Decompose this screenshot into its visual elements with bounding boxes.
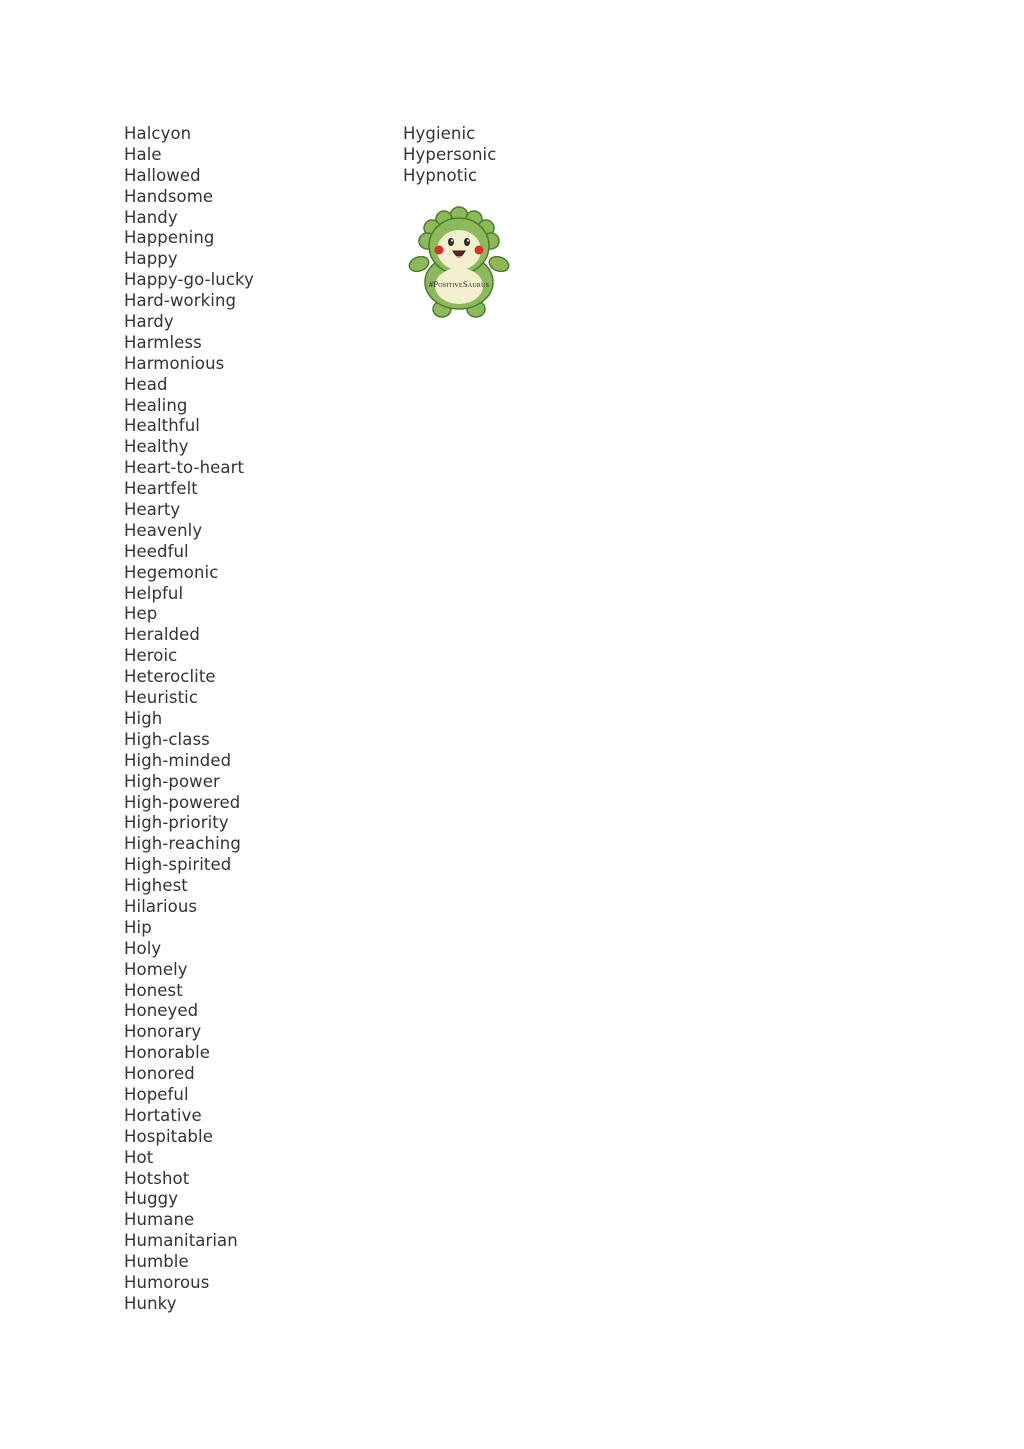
word-heart-to-heart: Heart-to-heart [124, 458, 245, 478]
word-honest: Honest [124, 980, 183, 1000]
word-humane: Humane [124, 1210, 195, 1230]
word-hardy: Hardy [124, 312, 174, 332]
word-high-class: High-class [124, 729, 210, 749]
word-heartfelt: Heartfelt [124, 479, 198, 499]
word-hilarious: Hilarious [124, 896, 198, 916]
word-honeyed: Honeyed [124, 1001, 199, 1021]
word-high: High [124, 708, 163, 728]
word-hegemonic: Hegemonic [124, 562, 219, 582]
word-humorous: Humorous [124, 1272, 210, 1292]
word-hypersonic: Hypersonic [403, 144, 497, 164]
word-hygienic: Hygienic [403, 124, 476, 143]
word-harmless: Harmless [124, 332, 202, 352]
word-healthy: Healthy [124, 437, 189, 457]
word-humble: Humble [124, 1252, 189, 1272]
word-hard-working: Hard-working [124, 291, 237, 311]
word-humanitarian: Humanitarian [124, 1231, 238, 1251]
word-happening: Happening [124, 228, 215, 248]
word-high-power: High-power [124, 771, 220, 791]
mascot-label: #PositiveSaurus [428, 279, 490, 289]
word-list-left-column [124, 124, 254, 1315]
word-hunky: Hunky [124, 1293, 177, 1313]
word-hep: Hep [124, 604, 158, 624]
word-homely: Homely [124, 959, 188, 979]
word-happy-go-lucky: Happy-go-lucky [124, 270, 254, 290]
word-healthful: Healthful [124, 416, 200, 436]
word-heedful: Heedful [124, 541, 189, 561]
word-happy: Happy [124, 249, 178, 269]
word-heavenly: Heavenly [124, 520, 203, 540]
word-hallowed: Hallowed [124, 165, 201, 185]
word-hearty: Hearty [124, 500, 181, 520]
positivesaurus-turtle-icon [408, 206, 510, 322]
word-high-spirited: High-spirited [124, 855, 232, 875]
word-hypnotic: Hypnotic [403, 165, 478, 185]
word-healing: Healing [124, 395, 188, 415]
word-honorary: Honorary [124, 1022, 202, 1042]
word-high-priority: High-priority [124, 813, 229, 833]
word-hip: Hip [124, 917, 152, 937]
word-huggy: Huggy [124, 1189, 179, 1209]
word-halcyon: Halcyon [124, 124, 192, 143]
word-high-minded: High-minded [124, 750, 232, 770]
word-helpful: Helpful [124, 583, 184, 603]
word-honored: Honored [124, 1064, 195, 1084]
word-hospitable: Hospitable [124, 1126, 213, 1146]
word-high-reaching: High-reaching [124, 834, 241, 854]
positivesaurus-mascot [408, 206, 510, 322]
word-high-powered: High-powered [124, 792, 241, 812]
word-hot: Hot [124, 1147, 154, 1167]
word-harmonious: Harmonious [124, 353, 225, 373]
word-list-right-column [403, 124, 496, 187]
word-handy: Handy [124, 207, 178, 227]
word-hopeful: Hopeful [124, 1084, 189, 1104]
word-honorable: Honorable [124, 1043, 211, 1063]
word-hale: Hale [124, 144, 162, 164]
word-heuristic: Heuristic [124, 688, 199, 708]
word-heteroclite: Heteroclite [124, 667, 216, 687]
word-holy: Holy [124, 938, 162, 958]
word-handsome: Handsome [124, 186, 214, 206]
word-heralded: Heralded [124, 625, 200, 645]
word-heroic: Heroic [124, 646, 178, 666]
word-hortative: Hortative [124, 1105, 202, 1125]
word-head: Head [124, 374, 168, 394]
word-highest: Highest [124, 876, 188, 896]
word-hotshot: Hotshot [124, 1168, 190, 1188]
